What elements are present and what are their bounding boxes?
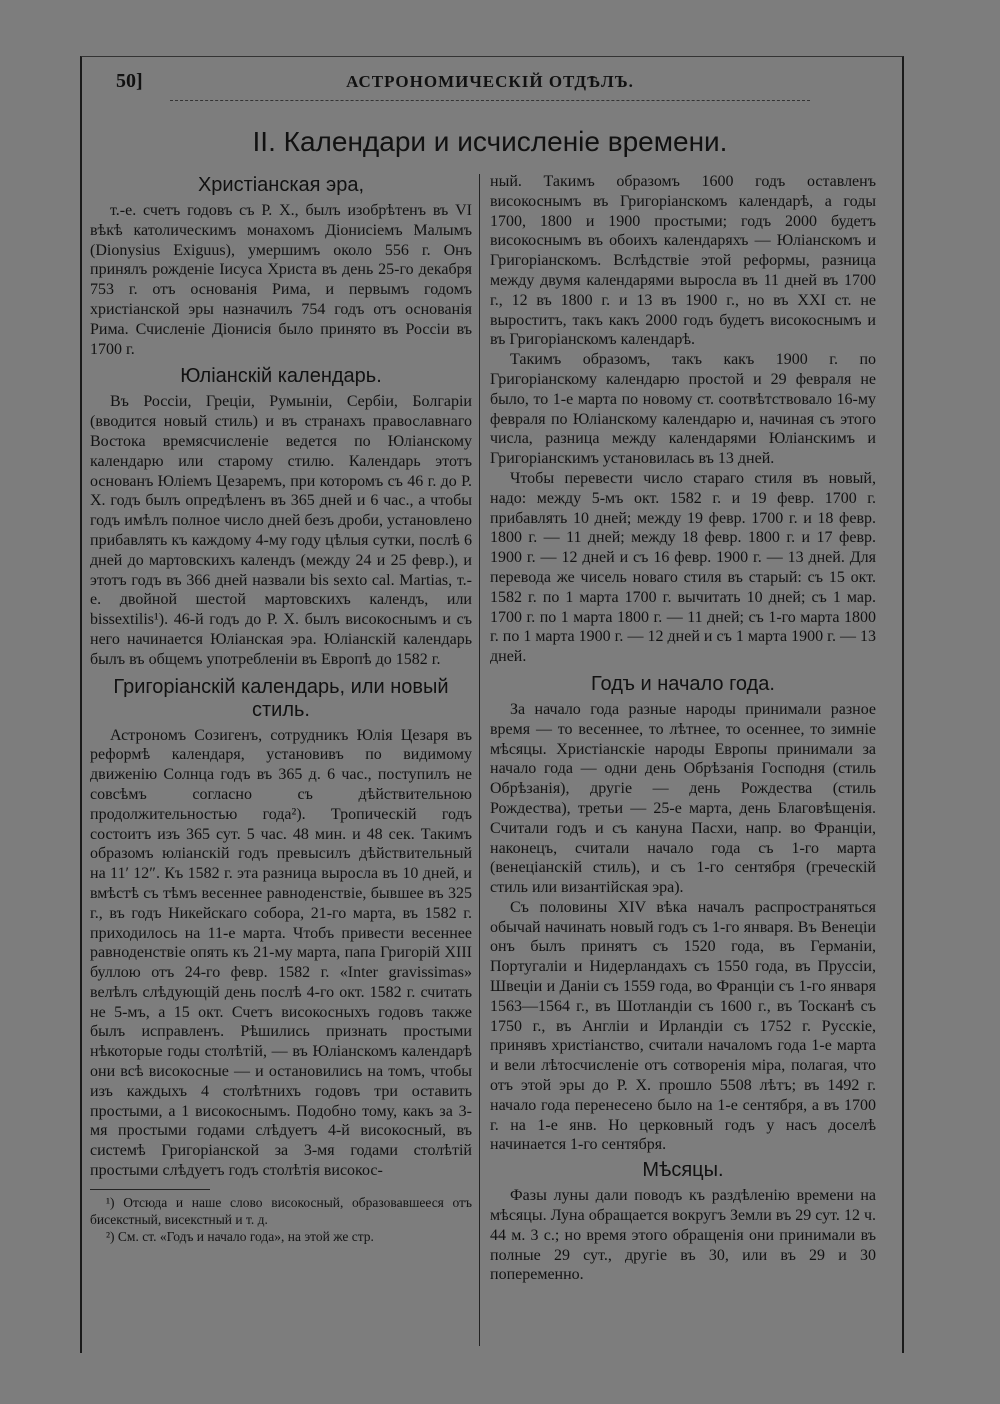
section-title-julian: Юліанскій календарь. (180, 365, 382, 388)
section-title-year: Годъ и начало года. (591, 672, 775, 695)
section-title-gregorian: Григоріанскій календарь, или новый стиль. (113, 675, 449, 721)
footnote-2: ²) См. ст. «Годъ и начало года», на этой же стр. (106, 1228, 374, 1244)
paragraph: Чтобы перевести число стараго стиля въ новый, надо: между 5-мъ окт. 1582 г. и 19 февр. 1700 г. прибавлять 10 дней; между 19 февр. 1700 г. и 18 февр. 1800 г. — 11 дней; между 18 февр. 1800 г. и 17 февр. 1900 г. — 12 дней и съ 16 февр. 1900 г. — 13 дней. Для перевода же чисель новаго стиля въ старый: съ 15 окт. 1582 г. по 1 марта 1700 г. вычитать 10 дней; съ 1 мар. 1700 г. по 1 марта 1800 г. — 11 дней; съ 1-го марта 1800 г. по 1 марта 1900 г. — 12 дней и съ 1 марта 1900 г. — 13 дней. (490, 469, 876, 666)
section-title-months: Мѣсяцы. (642, 1159, 724, 1182)
left-column (90, 172, 472, 1245)
paragraph: Астрономъ Созигенъ, сотрудникъ Юлія Цезаря въ реформѣ календаря, установивъ по видимому движенію Солнца годъ въ 365 д. 6 час., поступилъ не совсѣмъ согласно съ дѣйствительною продолжительностью года²). Тропическій годъ состоитъ изъ 365 сут. 5 час. 48 мин. и 48 сек. Такимъ образомъ юліанскій годъ превысилъ дѣйствительный на 11′ 12″. Къ 1582 г. эта разница выросла въ 10 дней, и вмѣстѣ съ тѣмъ весеннее равноденствіе, бывшее въ 325 г., въ годъ Никейскаго собора, 21-го марта, въ 1582 г. приходилось на 11-е марта. Чтобъ привести весеннее равноденствіе опять къ 21-му марта, папа Григорій XIII буллою отъ 24-го февр. 1582 г. «Inter gravissimas» велѣлъ слѣдующій день послѣ 4-го окт. 1582 г. считать не 5-мъ, а 15 окт. Счетъ високосныхъ годовъ также былъ исправленъ. Рѣшились признать простыми нѣкоторые годы столѣтій, — въ Юліанскомъ календарѣ они всѣ високосные — и остановились на томъ, чтобы изъ каждыхъ 4 столѣтнихъ годовъ три оставить простыми, а 1 високоснымъ. Подобно тому, какъ за 3-мя простыми годами слѣдуетъ 4-й високосный, въ системѣ Григоріанской за 3-мя годами столѣтій простыми слѣдуетъ годъ столѣтія високос- (90, 726, 472, 1180)
right-column (490, 172, 876, 1285)
footnote-rule (90, 1189, 210, 1190)
column-divider (479, 174, 480, 1346)
footnote-1: ¹) Отсюда и наше слово високосный, образовавшееся отъ бисекстный, висекстный и т. д. (90, 1194, 472, 1227)
paragraph: т.-е. счетъ годовъ съ Р. Х., былъ изобрѣтенъ въ VI вѣкѣ католическимъ монахомъ Діонисіемъ Малымъ (Dionysius Exiguus), умершимъ около 556 г. Онъ принялъ рожденіе Іисуса Христа въ день 25-го декабря 753 г. отъ основанія Рима, и первымъ годомъ христіанской эры назначилъ 754 годъ отъ основанія Рима. Счисленіе Діонисія было принято въ Россіи въ 1700 г. (90, 202, 472, 358)
section-title-christian-era: Христіанская эра, (197, 174, 365, 196)
running-title: АСТРОНОМИЧЕСКІЙ ОТДѢЛЪ. (346, 72, 634, 91)
paragraph: Фазы луны дали поводъ къ раздѣленію времени на мѣсяцы. Луна обращается вокругъ Земли въ 29 сут. 12 ч. 44 м. 3 с.; но время этого обращенія они принимали въ полные 29 сут., другіе въ 30, или въ 29 и 30 попеременно. (490, 1187, 876, 1284)
paragraph: ный. Такимъ образомъ 1600 годъ оставленъ високоснымъ въ Григоріанскомъ календарѣ, а годы 1700, 1800 и 1900 простыми; годъ 2000 будетъ високоснымъ въ обоихъ календаряхъ — Юліанскомъ и Григоріанскомъ. Вслѣдствіе этой реформы, разница между двумя календарями выросла въ 11 дней въ 1700 г., 12 въ 1800 г. и 13 въ 1900 г., но въ XXI ст. не выроститъ, такъ какъ 2000 годъ будетъ високоснымъ и въ Григоріанскомъ календарѣ. (490, 173, 876, 349)
paragraph: Такимъ образомъ, такъ какъ 1900 г. по Григоріанскому календарю простой и 29 февраля не было, то 1-е марта по новому ст. соотвѣтствовало 16-му февраля по Юліанскому календарю и, начиная съ этого числа, разница между календарями Юліанскимъ и Григоріанскимъ установилась въ 13 дней. (490, 351, 876, 468)
header-rule (170, 100, 810, 101)
paragraph: За начало года разные народы принимали разное время — то весеннее, то лѣтнее, то осеннее, то зимніе мѣсяцы. Христіанскіе народы Европы принимали за начало года — одни день Обрѣзанія Господня (стиль Обрѣзанія), другіе — день Рождества (стиль Рождества), третьи — 25-е марта, день Благовѣщенія. Считали годъ и съ кануна Пасхи, напр. во Франціи, наконецъ, считали начало года съ 1-го марта (венеціанскій стиль), и съ 1-го сентября (греческій стиль или византійская эра). (490, 700, 876, 897)
page-number: 50] (116, 70, 143, 92)
paragraph: Въ Россіи, Греціи, Румыніи, Сербіи, Болгаріи (вводится новый стиль) и въ странахъ православнаго Востока времясчисленіе ведется по Юліанскому календарю или старому стилю. Календарь этотъ основанъ Юліемъ Цезаремъ, при которомъ съ 46 г. до Р. Х. годъ былъ опредѣленъ въ 365 дней и 6 час., а чтобы годъ имѣлъ полное число дней безъ дроби, установлено прибавлять къ каждому 4-му году цѣлыя сутки, послѣ 6 дней до мартовскихъ календъ (между 24 и 25 февр.), и этотъ годъ въ 366 дней назвали bis sexto cal. Martias, т.-е. двойной шестой мартовскихъ календъ, или bissextilis¹). 46-й годъ до Р. Х. былъ високоснымъ и съ него начинается Юліанская эра. Юліанскій календарь былъ въ общемъ употребленіи въ Европѣ до 1582 г. (90, 393, 472, 668)
paragraph: Съ половины XIV вѣка началъ распространяться обычай начинать новый годъ съ 1-го января. Въ Венеціи онъ былъ принятъ съ 1520 года, въ Германіи, Португаліи и Нидерландахъ съ 1550 года, въ Пруссіи, Швеціи и Даніи съ 1559 года, во Франціи съ 1-го января 1563—1564 г., въ Шотландіи съ 1600 г., въ Тосканѣ съ 1750 г., въ Англіи и Ирландіи съ 1752 г. Русскіе, принявъ христіанство, считали началомъ года 1-е марта и вели лѣтосчисленіе отъ сотворенія міра, полагая, что отъ этой эры до Р. Х. прошло 5508 лѣтъ; въ 1492 г. начало года перенесено было на 1-е сентября, а въ 1700 г. на 1-е янв. Но церковный годъ у насъ доселѣ начинается 1-го сентября. (490, 898, 876, 1154)
page-header (80, 56, 900, 108)
chapter-title: II. Календари и исчисленіе времени. (252, 126, 728, 157)
